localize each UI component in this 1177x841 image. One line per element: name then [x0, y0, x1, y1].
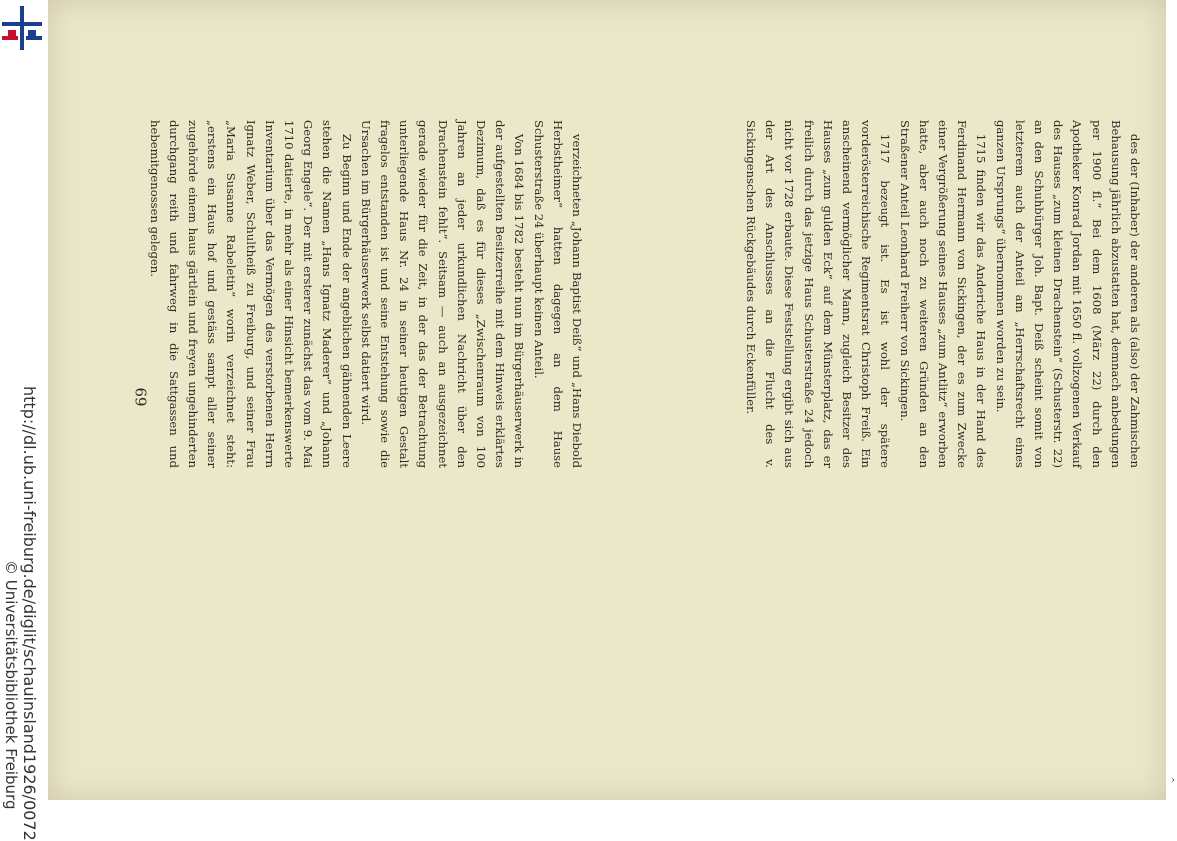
rotated-page-content	[48, 0, 1166, 800]
paragraph: 1717 bezeugt ist. Es ist wohl der spätere vorderösterreichische Regimentsrat Christoph Freiß. Ein anscheinend vermöglicher Mann, zugleich Besitzer des Hauses „zum gulden Eck“ auf dem Münsterplatz, das er freilich durch das jetzige Haus Schusterstraße 24 jedoch nicht vor 1728 erbaute. Diese Feststellung ergibt sich aus der Art des Anschlusses an die Flucht des v. Sickingenschen Rückgebäudes durch Eckenfüller.	[743, 120, 893, 468]
text-column-lower	[26, 120, 1144, 468]
right-margin	[1166, 0, 1177, 800]
page-number: 69	[132, 387, 151, 407]
watermark-url[interactable]: http://dl.ub.uni-freiburg.de/diglit/schauinsland1926/0072	[20, 386, 39, 841]
paragraph: des der (Inhaber) der anderen als (also) der Zahmischen Behausung jährlich abzustatten hat, demnach anbedungen per 1900 fl.“ Bei dem 1608 (März 22) durch den Apotheker Konrad Jordan mit 1650 fl. vollzogenen Verkauf des Hauses „zum kleinen Drachenstein“ (Schusterstr. 22) an den Schuhbürger Joh. Bapt. Deiß scheint somit von letzterem auch der Anteil am „Herrschaftsrecht eines ganzen Ursprungs“ übernommen worden zu sein.	[993, 120, 1142, 468]
paragraph: Von 1684 bis 1782 besteht nun im Bürgerhäuserwerk in der aufgestellten Besitzerreihe mit dem Hinweis erklärtes Dezimum, daß es für dieses „Zwischenraum von 100 Jahren an jeder urkundlichen Nachricht über den Drachenstein fehlt“. Seitsam — auch an ausgezeichnet gerade wieder für die Zeit, in der das der Betrachtung unterliegende Haus Nr. 24 in seiner heutigen Gestalt fragelos entstanden ist und seine Entstehung sowie die Ursachen im Bürgerhäuserwerk selbst datiert wird.	[358, 120, 527, 468]
scanned-page	[48, 0, 1166, 800]
paragraph: 1715 finden wir das Anderiche Haus in der Hand des Ferdinand Hermann von Sickingen, der es zum Zwecke einer Vergrößerung seines Hauses „zum Antlitz“ erworben hatte, aber auch noch zu weiteren Gründen an den Straßener Anteil Leonhard Freiherr von Sickingen.	[897, 120, 989, 468]
paragraph: Zu Beginn und Ende der angeblichen gähnenden Leere stehen die Namen „Hans Ignatz Maderer“ und „Johann Georg Engele“. Der mit ersterer zunächst das vom 9. Mai 1710 datierte, in mehr als einer Hinsicht bemerkenswerte Inventarium über das Vermögen des verstorbenen Herrn Ignatz Weber, Schultheiß zu Freiburg, und seiner Frau „Maria Susanne Rabeletin“ worin verzeichnet steht: „erstens ein Haus hof und gestäss sampt aller seiner zugehörde einem haus gärtlein und freyen ungehinderten durchgang reith und fahrweg in die Sattgassen und hebemitgenossen gelegen.	[147, 120, 354, 468]
paragraph: verzeichneten „Johann Baptist Deiß“ und „Hans Diebold Herbstheimer“ hatten dagegen an dem Hause Schusterstraße 24 überhaupt keinen Anteil.	[531, 120, 584, 468]
university-logo-icon	[2, 6, 42, 50]
edge-mark: ›	[1171, 775, 1175, 786]
watermark-copyright: © Universitätsbibliothek Freiburg	[2, 560, 20, 810]
